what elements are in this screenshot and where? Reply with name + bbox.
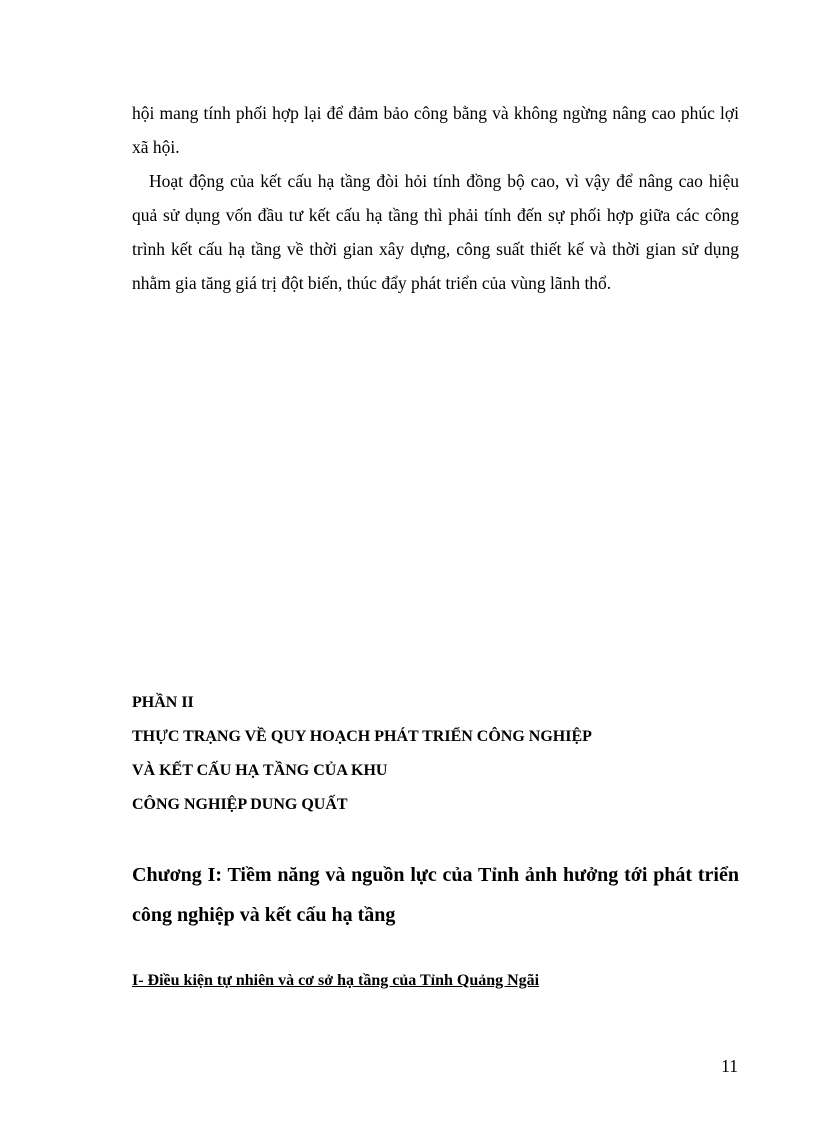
part-number: PHẦN II (132, 694, 194, 711)
part-title-line: THỰC TRẠNG VỀ QUY HOẠCH PHÁT TRIỂN CÔNG NGHIỆP (132, 728, 592, 745)
part-heading (132, 686, 752, 822)
part-title-line: VÀ KẾT CẤU HẠ TẦNG CỦA KHU (132, 762, 388, 779)
page-number: 11 (721, 1056, 738, 1076)
part-title-line: CÔNG NGHIỆP DUNG QUẤT (132, 796, 348, 813)
body-paragraph: Hoạt động của kết cấu hạ tầng đòi hỏi tính đồng bộ cao, vì vậy để nâng cao hiệu quả sử dụng vốn đầu tư kết cấu hạ tầng thì phải tính đến sự phối hợp giữa các công trình kết cấu hạ tầng về thời gian xây dựng, công suất thiết kế và thời gian sử dụng nhằm gia tăng giá trị đột biến, thúc đẩy phát triển của vùng lãnh thổ. (132, 171, 739, 293)
body-paragraph: hội mang tính phối hợp lại để đảm bảo công bằng và không ngừng nâng cao phúc lợi xã hội. (132, 103, 739, 157)
section-title: I- Điều kiện tự nhiên và cơ sở hạ tầng của Tỉnh Quảng Ngãi (132, 972, 540, 989)
chapter-title: Chương I: Tiềm năng và nguồn lực của Tỉnh ảnh hưởng tới phát triển công nghiệp và kết cấu hạ tầng (132, 864, 739, 926)
